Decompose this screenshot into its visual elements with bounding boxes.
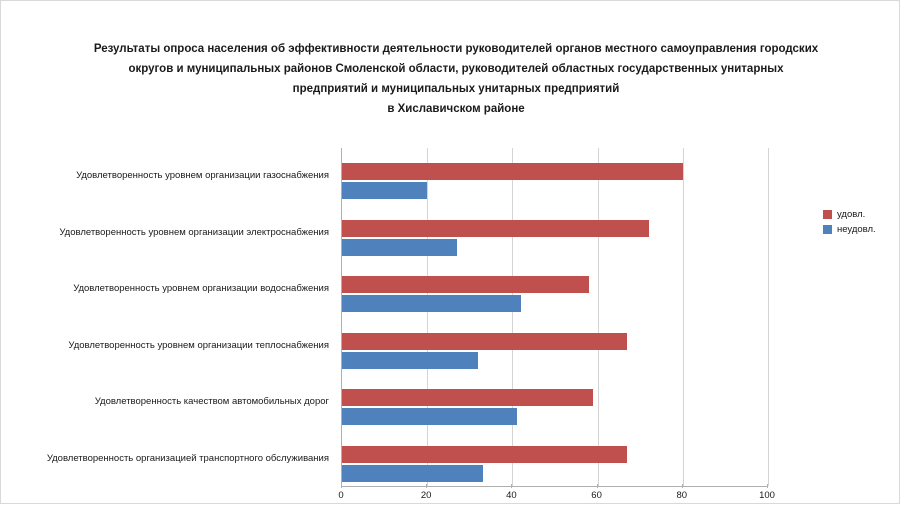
bar-неудовл.-4[interactable]	[342, 408, 517, 425]
category-label-0: Удовлетворенность уровнем организации газоснабжения	[76, 170, 329, 182]
bar-неудовл.-1[interactable]	[342, 239, 457, 256]
bar-удовл.-4[interactable]	[342, 389, 593, 406]
value-axis-label-3: 60	[591, 490, 602, 501]
value-axis-tick-mark	[341, 484, 342, 488]
chart-title-line-1: Результаты опроса населения об эффективности деятельности руководителей органов местного самоуправления городских	[93, 43, 819, 55]
value-axis-tick-mark	[682, 484, 683, 488]
value-axis-label-0: 0	[338, 490, 344, 501]
chart-title-line-4: в Хиславичском районе	[387, 103, 525, 115]
value-axis-tick-mark	[767, 484, 768, 488]
chart-title-line-3: предприятий и муниципальных унитарных предприятий	[292, 83, 620, 95]
bar-неудовл.-3[interactable]	[342, 352, 478, 369]
category-label-3: Удовлетворенность уровнем организации теплоснабжения	[68, 339, 329, 351]
value-axis-tick-mark	[511, 484, 512, 488]
gridline	[768, 148, 769, 486]
category-label-4: Удовлетворенность качеством автомобильных дорог	[94, 396, 329, 408]
legend-item-неудовл.[interactable]	[823, 224, 897, 235]
chart-title-line-2: округов и муниципальных районов Смоленской области, руководителей областных государственных унитарных	[128, 63, 784, 75]
bar-неудовл.-5[interactable]	[342, 465, 483, 482]
value-axis-label-1: 20	[420, 490, 432, 501]
legend-label: неудовл.	[837, 224, 876, 235]
category-label-5: Удовлетворенность организацией транспортного обслуживания	[46, 452, 329, 464]
category-row	[342, 261, 767, 318]
legend-item-удовл.[interactable]	[823, 209, 897, 220]
bar-удовл.-1[interactable]	[342, 220, 649, 237]
legend-label: удовл.	[837, 209, 866, 220]
category-row	[342, 431, 767, 488]
category-axis-labels	[1, 148, 335, 487]
category-row	[342, 148, 767, 205]
category-label-1: Удовлетворенность уровнем организации электроснабжения	[59, 226, 329, 238]
legend-swatch-icon	[823, 225, 832, 234]
value-axis-tick-mark	[426, 484, 427, 488]
category-label-2: Удовлетворенность уровнем организации водоснабжения	[73, 283, 329, 295]
category-row	[342, 318, 767, 375]
bar-удовл.-3[interactable]	[342, 333, 627, 350]
bar-неудовл.-0[interactable]	[342, 182, 427, 199]
bar-удовл.-2[interactable]	[342, 276, 589, 293]
bar-удовл.-5[interactable]	[342, 446, 627, 463]
category-row	[342, 205, 767, 262]
chart-legend	[823, 209, 897, 239]
value-axis-label-4: 80	[676, 490, 688, 501]
value-axis	[338, 488, 775, 506]
value-axis-label-5: 100	[759, 490, 775, 501]
plot-area	[341, 148, 767, 487]
value-axis-tick-mark	[597, 484, 598, 488]
value-axis-label-2: 40	[506, 490, 517, 501]
chart-title	[61, 39, 851, 119]
legend-swatch-icon	[823, 210, 832, 219]
bar-удовл.-0[interactable]	[342, 163, 683, 180]
bar-неудовл.-2[interactable]	[342, 295, 521, 312]
category-row	[342, 374, 767, 431]
